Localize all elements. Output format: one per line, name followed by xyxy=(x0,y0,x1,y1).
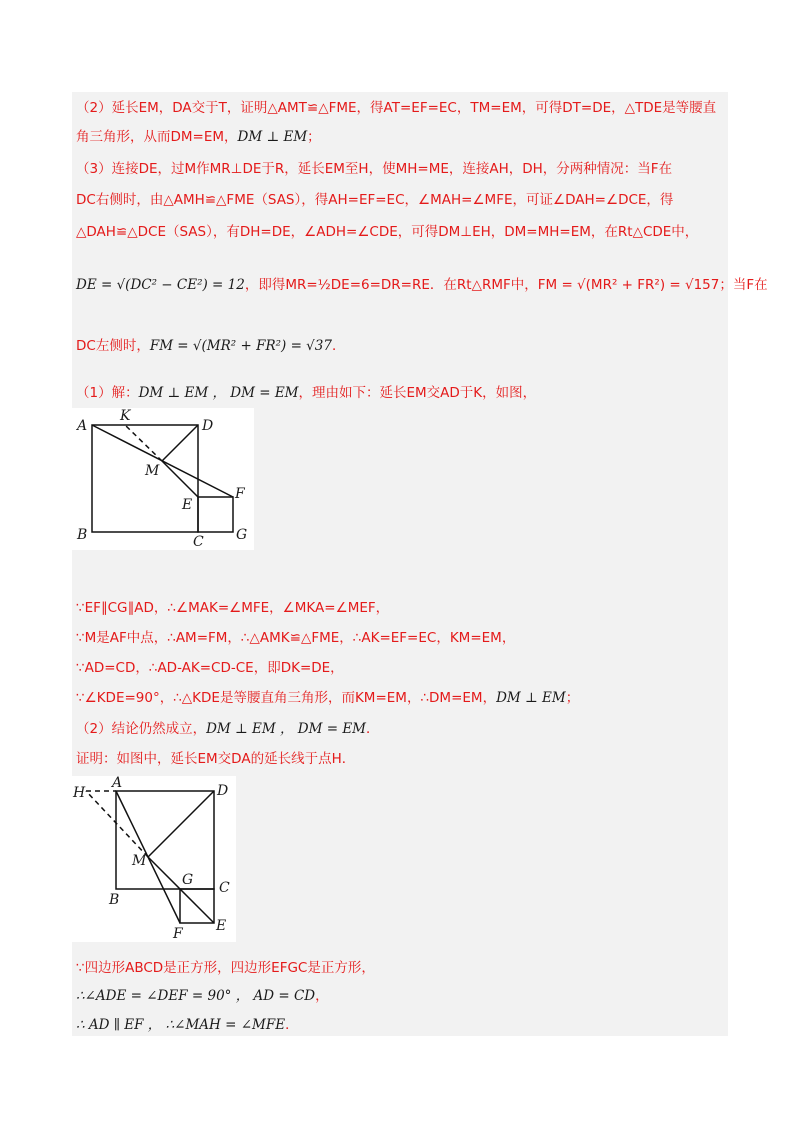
text-line-3: （3）连接DE，过M作MR⊥DE于R，延长EM至H，使MH=ME，连接AH，DH，分两种情况：当F在 xyxy=(76,161,673,177)
text-line-15: ∵四边形ABCD是正方形，四边形EFGC是正方形， xyxy=(76,960,375,976)
text-line-14: 证明：如图中，延长EM交DA的延长线于点H． xyxy=(76,751,356,767)
text-line-5: △DAH≌△DCE（SAS），有DH=DE，∠ADH=∠CDE，可得DM⊥EH，DM=MH=EM，在Rt△CDE中， xyxy=(76,224,699,240)
text-line-17: ∴ AD ∥ EF ， ∴∠MAH = ∠MFE． xyxy=(76,1017,299,1033)
text-line-9: ∵EF∥CG∥AD，∴∠MAK=∠MFE，∠MKA=∠MEF， xyxy=(76,600,390,616)
fig1-label-m: M xyxy=(145,463,160,479)
text-line-1: （2）延长EM，DA交于T，证明△AMT≌△FME，得AT=EF=EC，TM=EM，可得DT=DE，△TDE是等腰直 xyxy=(76,100,717,116)
fig1-label-f: F xyxy=(235,486,245,502)
fig1-label-d: D xyxy=(202,418,214,434)
text-line-10: ∵M是AF中点，∴AM=FM，∴△AMK≌△FME，∴AK=EF=EC，KM=EM， xyxy=(76,630,516,646)
text-line-13: （2）结论仍然成立，DM ⊥ EM ， DM = EM． xyxy=(76,721,380,737)
fig1-label-e: E xyxy=(182,497,193,513)
text-line-6: DE = √(DC² − CE²) = 12，即得MR=½DE=6=DR=RE．在Rt△RMF中，FM = √(MR² + FR²) = √157；当F在 xyxy=(76,277,768,293)
fig1-label-a: A xyxy=(77,418,88,434)
fig2-label-b: B xyxy=(109,892,120,908)
fig2-label-e: E xyxy=(216,918,227,934)
fig1-label-b: B xyxy=(77,527,88,543)
figure-1 xyxy=(72,408,254,550)
fig1-label-g: G xyxy=(236,527,248,543)
fig2-label-h: H xyxy=(73,785,86,801)
text-line-16: ∴∠ADE = ∠DEF = 90° ， AD = CD， xyxy=(76,988,329,1004)
fig2-label-g: G xyxy=(182,872,194,888)
text-line-8: （1）解：DM ⊥ EM ， DM = EM，理由如下：延长EM交AD于K，如图， xyxy=(76,385,537,401)
fig2-label-f: F xyxy=(173,926,183,942)
fig2-label-m: M xyxy=(132,853,147,869)
text-line-12: ∵∠KDE=90°，∴△KDE是等腰直角三角形，而KM=EM，∴DM=EM，DM ⊥ EM； xyxy=(76,690,580,706)
fig2-label-a: A xyxy=(112,776,123,791)
fig1-label-c: C xyxy=(193,534,204,550)
fig2-label-d: D xyxy=(217,783,229,799)
figure-2 xyxy=(72,776,236,942)
fig1-label-k: K xyxy=(120,408,131,424)
text-line-7: DC左侧时，FM = √(MR² + FR²) = √37． xyxy=(76,338,346,354)
text-line-11: ∵AD=CD，∴AD-AK=CD-CE，即DK=DE， xyxy=(76,660,344,676)
text-line-4: DC右侧时，由△AMH≌△FME（SAS），得AH=EF=EC，∠MAH=∠MFE，可证∠DAH=∠DCE，得 xyxy=(76,192,674,208)
fig2-label-c: C xyxy=(219,880,230,896)
text-line-2: 角三角形，从而DM=EM，DM ⊥ EM； xyxy=(76,129,321,145)
